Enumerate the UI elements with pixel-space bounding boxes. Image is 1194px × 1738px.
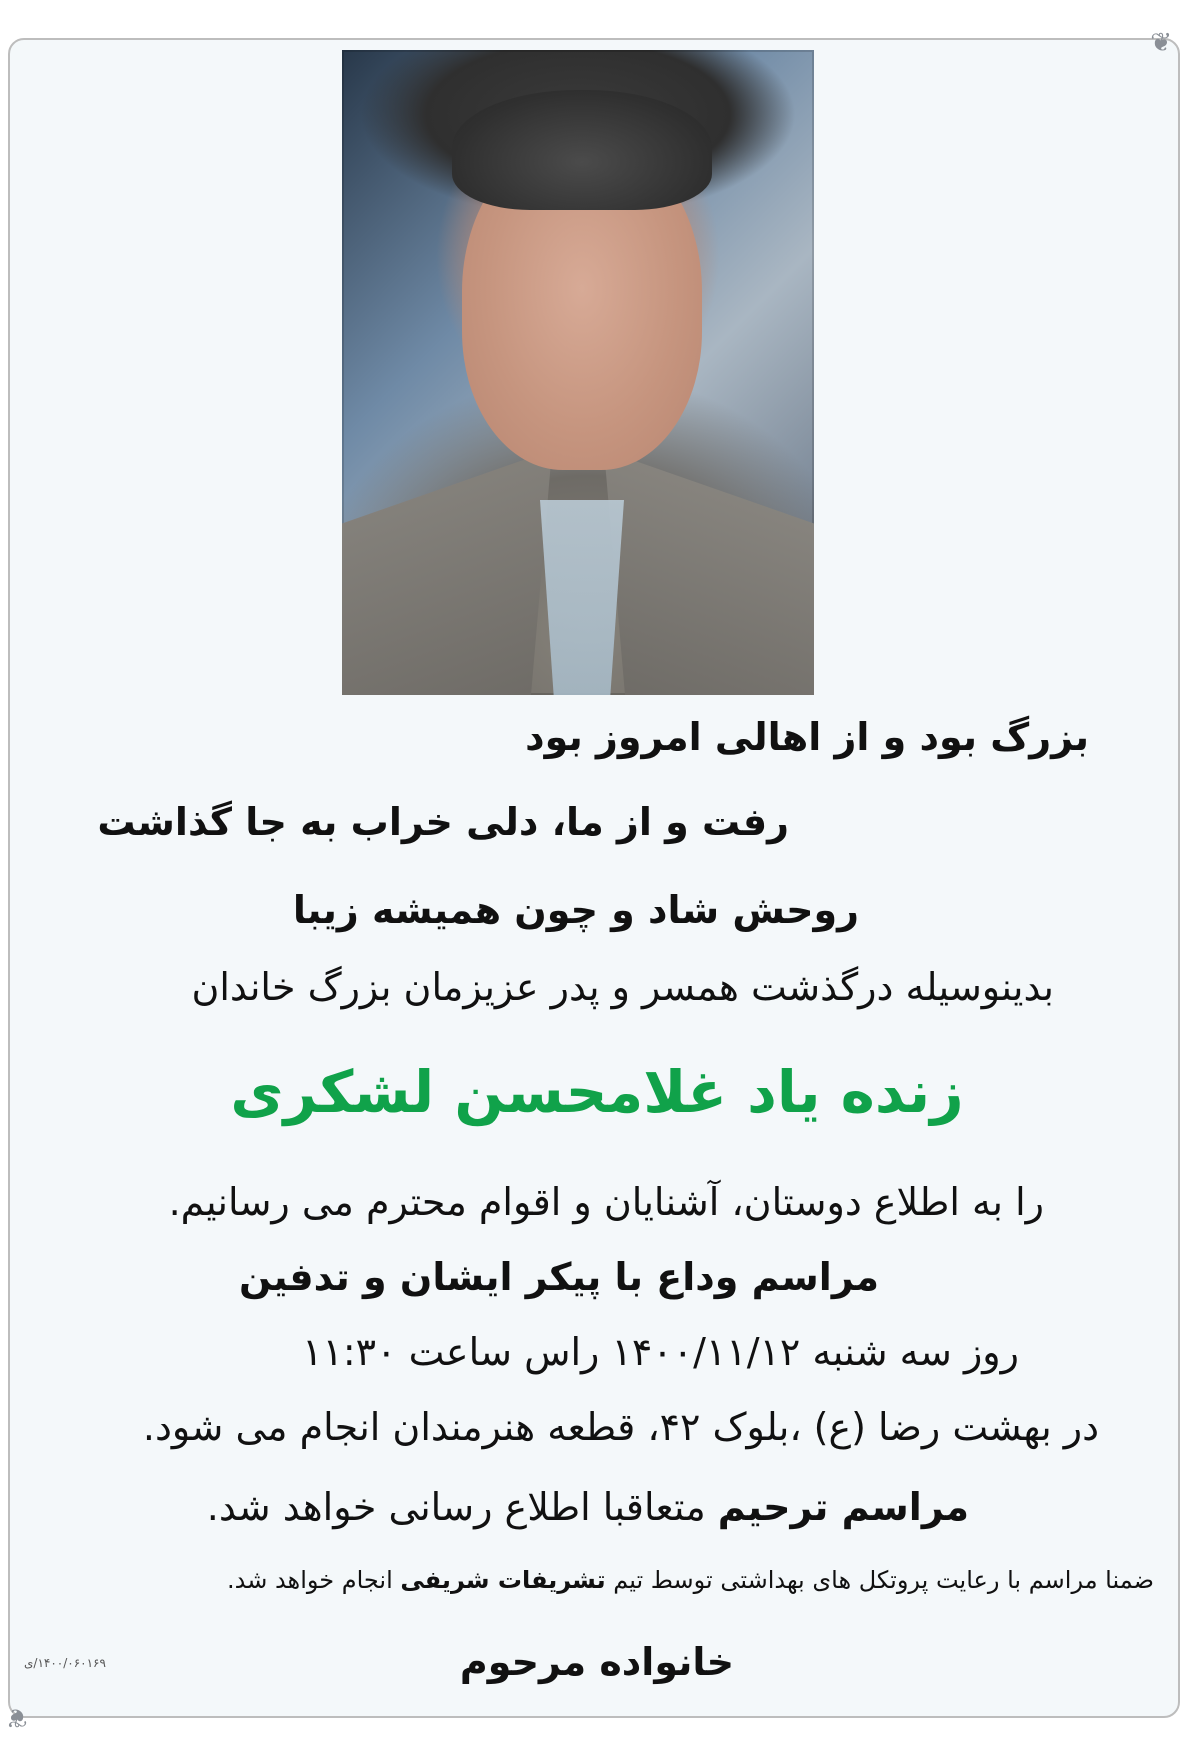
corner-ornament-bottom-left: ❦: [6, 1702, 28, 1732]
ceremony-location: در بهشت رضا (ع) ،بلوک ۴۲، قطعه هنرمندان انجام می شود.: [142, 1405, 1099, 1449]
deceased-name: زنده یاد غلامحسن لشکری: [230, 1058, 964, 1126]
signature: خانواده مرحوم: [459, 1640, 735, 1684]
inform-line: را به اطلاع دوستان، آشنایان و اقوام محترم می رسانیم.: [168, 1180, 1044, 1224]
portrait-photo: [342, 50, 814, 695]
ceremony-date-time: روز سه شنبه ۱۴۰۰/۱۱/۱۲ راس ساعت ۱۱:۳۰: [302, 1330, 1019, 1374]
ceremony-title: مراسم وداع با پیکر ایشان و تدفین: [239, 1255, 879, 1299]
memorial-prefix: مراسم ترحیم: [717, 1485, 969, 1529]
protocol-suffix: انجام خواهد شد.: [226, 1566, 401, 1594]
photo-jacket-right: [604, 450, 814, 695]
photo-jacket-left: [342, 450, 552, 695]
corner-ornament-top-right: ❦: [1150, 28, 1172, 58]
reference-code: ۱۴۰۰/۰۶۰۱۶۹/ی: [24, 1656, 106, 1670]
photo-hair: [452, 90, 712, 210]
intro-line: بدینوسیله درگذشت همسر و پدر عزیزمان بزرگ خاندان: [191, 965, 1054, 1009]
poem-line-3: روحش شاد و چون همیشه زیبا: [292, 888, 859, 932]
poem-line-2: رفت و از ما، دلی خراب به جا گذاشت: [97, 800, 789, 844]
protocol-prefix: ضمنا مراسم با رعایت پروتکل های بهداشتی توسط تیم: [605, 1566, 1154, 1594]
protocol-line: [40, 1566, 1154, 1594]
memorial-line: [207, 1485, 969, 1529]
memorial-rest: متعاقبا اطلاع رسانی خواهد شد.: [206, 1485, 718, 1529]
protocol-company: تشریفات شریفی: [400, 1566, 606, 1594]
poem-line-1: بزرگ بود و از اهالی امروز بود: [525, 715, 1089, 759]
